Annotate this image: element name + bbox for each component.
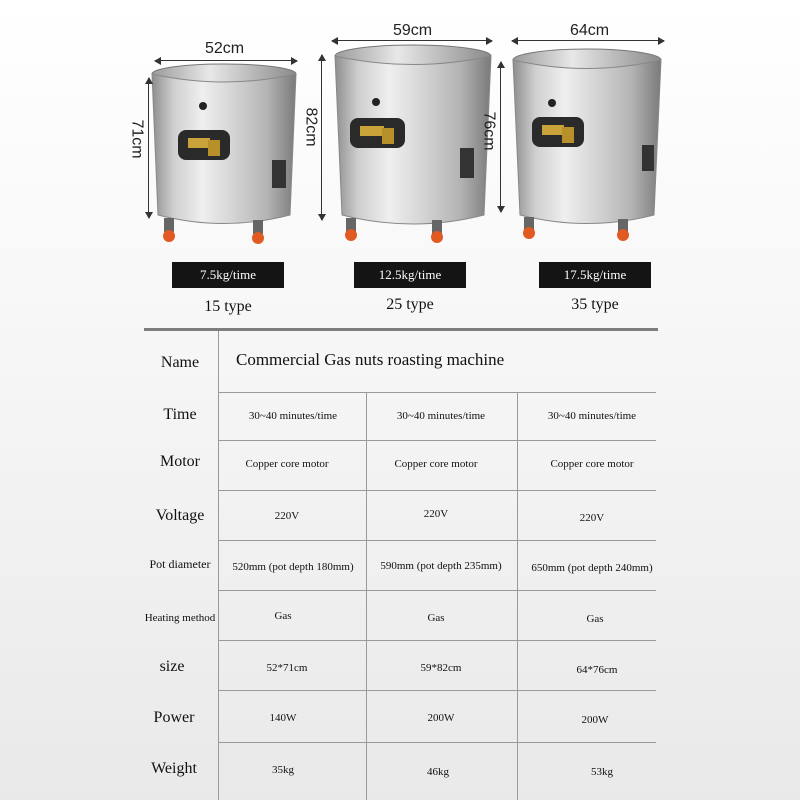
table-cell: 46kg: [427, 766, 449, 778]
table-row-divider: [218, 590, 656, 591]
table-top-border: [144, 328, 658, 331]
height-label-3: 76cm: [480, 111, 498, 151]
width-label-1: 52cm: [205, 40, 245, 57]
table-cell: 650mm (pot depth 240mm): [531, 562, 653, 574]
table-cell: Gas: [274, 610, 292, 622]
height-dimension-arrow-2: [321, 55, 322, 220]
row-label-power: Power: [153, 709, 195, 726]
table-row-divider: [218, 640, 656, 641]
capacity-badge-1: 7.5kg/time: [172, 262, 284, 288]
height-dimension-arrow-3: [500, 62, 501, 212]
type-label-1: 15 type: [204, 298, 252, 315]
row-label-time: Time: [163, 406, 197, 423]
table-row-divider: [218, 690, 656, 691]
width-label-2: 59cm: [393, 22, 433, 39]
table-cell: 220V: [579, 512, 605, 524]
row-label-voltage: Voltage: [155, 507, 205, 524]
capacity-badge-3: 17.5kg/time: [539, 262, 651, 288]
width-dimension-arrow-2: [332, 40, 492, 41]
height-label-2: 82cm: [302, 107, 320, 147]
width-dimension-arrow-1: [155, 60, 297, 61]
type-label-2: 25 type: [386, 296, 434, 313]
height-dimension-arrow-1: [148, 78, 149, 218]
height-label-1: 71cm: [128, 119, 146, 159]
row-label-motor: Motor: [160, 453, 200, 470]
machine-25-type-image: [332, 40, 494, 245]
table-cell: 200W: [581, 714, 609, 726]
table-cell: 64*76cm: [576, 664, 618, 676]
table-cell: Gas: [427, 612, 445, 624]
table-cell: 220V: [423, 508, 449, 520]
table-column-divider-2: [517, 392, 518, 800]
table-cell: 520mm (pot depth 180mm): [232, 561, 354, 573]
table-cell: 30~40 minutes/time: [396, 410, 486, 422]
machine-35-type-image: [510, 45, 665, 245]
table-cell: 59*82cm: [420, 662, 462, 674]
row-label-pot-diameter: Pot diameter: [149, 557, 211, 571]
table-cell: 52*71cm: [266, 662, 308, 674]
table-row-divider: [218, 540, 656, 541]
machine-15-type-image: [148, 60, 300, 245]
table-row-divider: [218, 440, 656, 441]
table-cell: Copper core motor: [550, 458, 634, 470]
row-label-weight: Weight: [151, 760, 197, 777]
table-cell: 30~40 minutes/time: [248, 410, 338, 422]
table-cell: 140W: [269, 712, 297, 724]
table-row-divider: [218, 742, 656, 743]
row-label-name: Name: [160, 354, 200, 371]
table-cell: 590mm (pot depth 235mm): [380, 560, 502, 572]
table-cell: Copper core motor: [394, 458, 478, 470]
table-column-divider-1: [366, 392, 367, 800]
table-cell: 200W: [427, 712, 455, 724]
table-cell: Gas: [586, 613, 604, 625]
row-label-heating-method: Heating method: [144, 612, 216, 624]
table-row-divider: [218, 490, 656, 491]
table-cell: 30~40 minutes/time: [547, 410, 637, 422]
type-label-3: 35 type: [571, 296, 619, 313]
table-row-divider: [218, 392, 656, 393]
table-cell: 53kg: [591, 766, 613, 778]
product-name-value: Commercial Gas nuts roasting machine: [236, 350, 505, 369]
table-cell: 35kg: [272, 764, 294, 776]
capacity-badge-2: 12.5kg/time: [354, 262, 466, 288]
row-label-size: size: [159, 658, 185, 675]
width-dimension-arrow-3: [512, 40, 664, 41]
table-cell: 220V: [274, 510, 300, 522]
width-label-3: 64cm: [570, 22, 610, 39]
table-cell: Copper core motor: [245, 458, 329, 470]
